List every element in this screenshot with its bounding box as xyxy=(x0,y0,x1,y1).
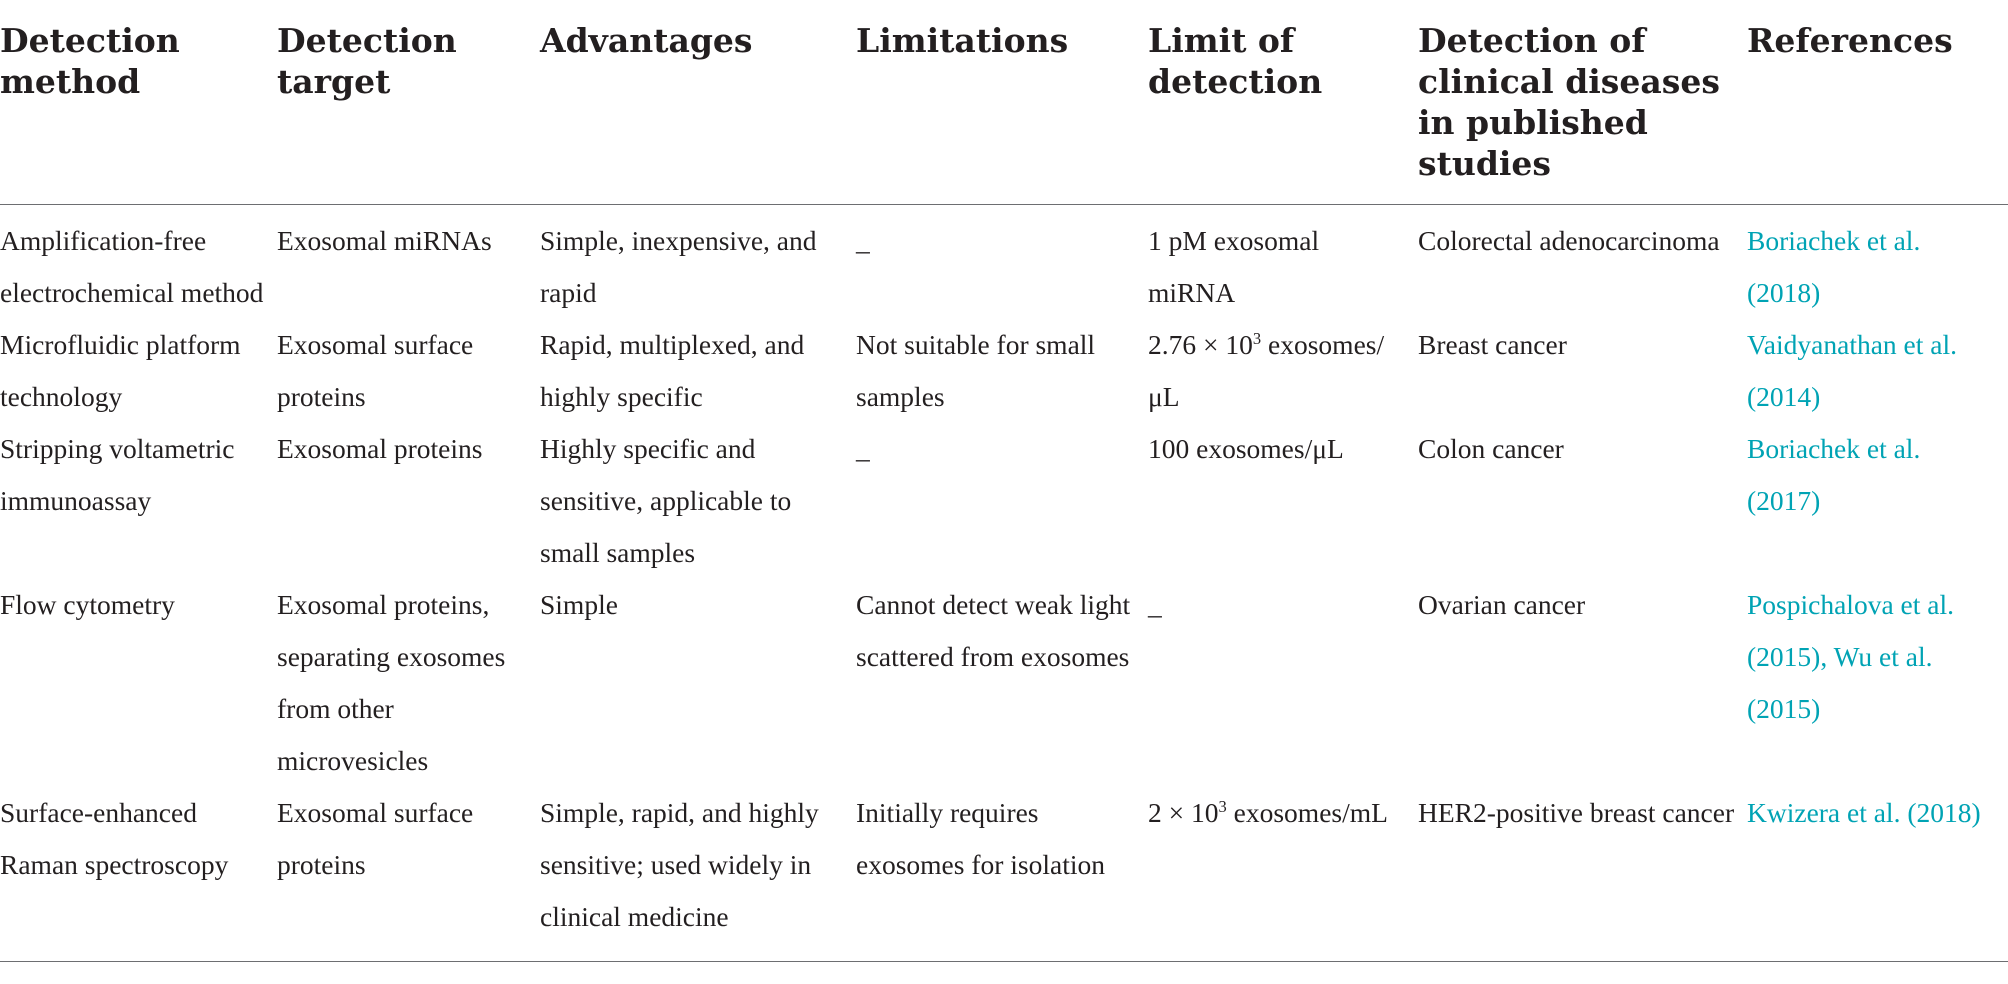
cell-limitations: Cannot detect weak light scattered from exosomes xyxy=(856,589,1131,672)
cell-method: Microfluidic platform technology xyxy=(0,329,241,412)
header-detection-method: Detection method xyxy=(0,0,277,205)
header-limitations: Limitations xyxy=(856,0,1148,205)
cell-advantages: Highly specific and sensitive, applicable to small samples xyxy=(540,433,792,568)
table-row xyxy=(0,205,2008,320)
lod-exponent: 3 xyxy=(1252,328,1262,348)
header-clinical-diseases: Detection of clinical diseases in published studies xyxy=(1418,0,1747,205)
cell-advantages: Simple xyxy=(540,589,618,620)
cell-advantages: Rapid, multiplexed, and highly specific xyxy=(540,329,805,412)
cell-target: Exosomal surface proteins xyxy=(277,329,474,412)
cell-target: Exosomal proteins, separating exosomes from other microvesicles xyxy=(277,589,506,776)
cell-method: Surface-enhanced Raman spectroscopy xyxy=(0,787,277,962)
cell-method: Stripping voltametric immunoassay xyxy=(0,433,235,516)
cell-limitations: _ xyxy=(856,225,870,256)
cell-method: Flow cytometry xyxy=(0,589,175,620)
reference-link[interactable]: Pospichalova et al. (2015), Wu et al. (2015) xyxy=(1747,589,1954,724)
cell-target: Exosomal proteins xyxy=(277,433,483,464)
header-limit-of-detection: Limit of detection xyxy=(1148,0,1418,205)
cell-diseases: Colon cancer xyxy=(1418,433,1564,464)
lod-base: 2.76 × 10 xyxy=(1148,329,1253,360)
cell-limit-of-detection xyxy=(1148,319,1418,423)
cell-advantages: Simple, rapid, and highly sensitive; used widely in clinical medicine xyxy=(540,787,856,962)
cell-diseases: Colorectal adenocarcinoma xyxy=(1418,225,1720,256)
cell-diseases: Ovarian cancer xyxy=(1418,589,1586,620)
cell-target: Exosomal surface proteins xyxy=(277,787,540,962)
lod-unit: exosomes/mL xyxy=(1226,797,1388,828)
table-row xyxy=(0,787,2008,962)
reference-link[interactable]: Kwizera et al. (2018) xyxy=(1747,787,2008,962)
lod-exponent: 3 xyxy=(1218,796,1227,816)
reference-link[interactable]: Vaidyanathan et al. (2014) xyxy=(1747,329,1957,412)
cell-limit-of-detection: _ xyxy=(1148,589,1162,620)
cell-limitations: Initially requires exosomes for isolation xyxy=(856,787,1148,962)
cell-diseases: Breast cancer xyxy=(1418,329,1567,360)
cell-limitations: Not suitable for small samples xyxy=(856,329,1096,412)
table-row xyxy=(0,319,2008,423)
reference-link[interactable]: Boriachek et al. (2017) xyxy=(1747,433,1921,516)
cell-method: Amplification-free electrochemical method xyxy=(0,225,264,308)
reference-link[interactable]: Boriachek et al. (2018) xyxy=(1747,225,1921,308)
header-advantages: Advantages xyxy=(540,0,856,205)
lod-base: 2 × 10 xyxy=(1148,797,1219,828)
lod-unit: exosomes/μL xyxy=(1148,329,1385,412)
cell-advantages: Simple, inexpensive, and rapid xyxy=(540,225,817,308)
cell-limit-of-detection xyxy=(1148,787,1418,962)
header-row xyxy=(0,0,2008,205)
cell-limit-of-detection: 1 pM exosomal miRNA xyxy=(1148,225,1320,308)
cell-target: Exosomal miRNAs xyxy=(277,225,492,256)
table-row xyxy=(0,579,2008,787)
table-row xyxy=(0,423,2008,579)
cell-limit-of-detection: 100 exosomes/μL xyxy=(1148,433,1344,464)
header-detection-target: Detection target xyxy=(277,0,540,205)
cell-diseases: HER2-positive breast cancer xyxy=(1418,787,1747,962)
cell-limitations: _ xyxy=(856,433,870,464)
header-references: References xyxy=(1747,0,2008,205)
